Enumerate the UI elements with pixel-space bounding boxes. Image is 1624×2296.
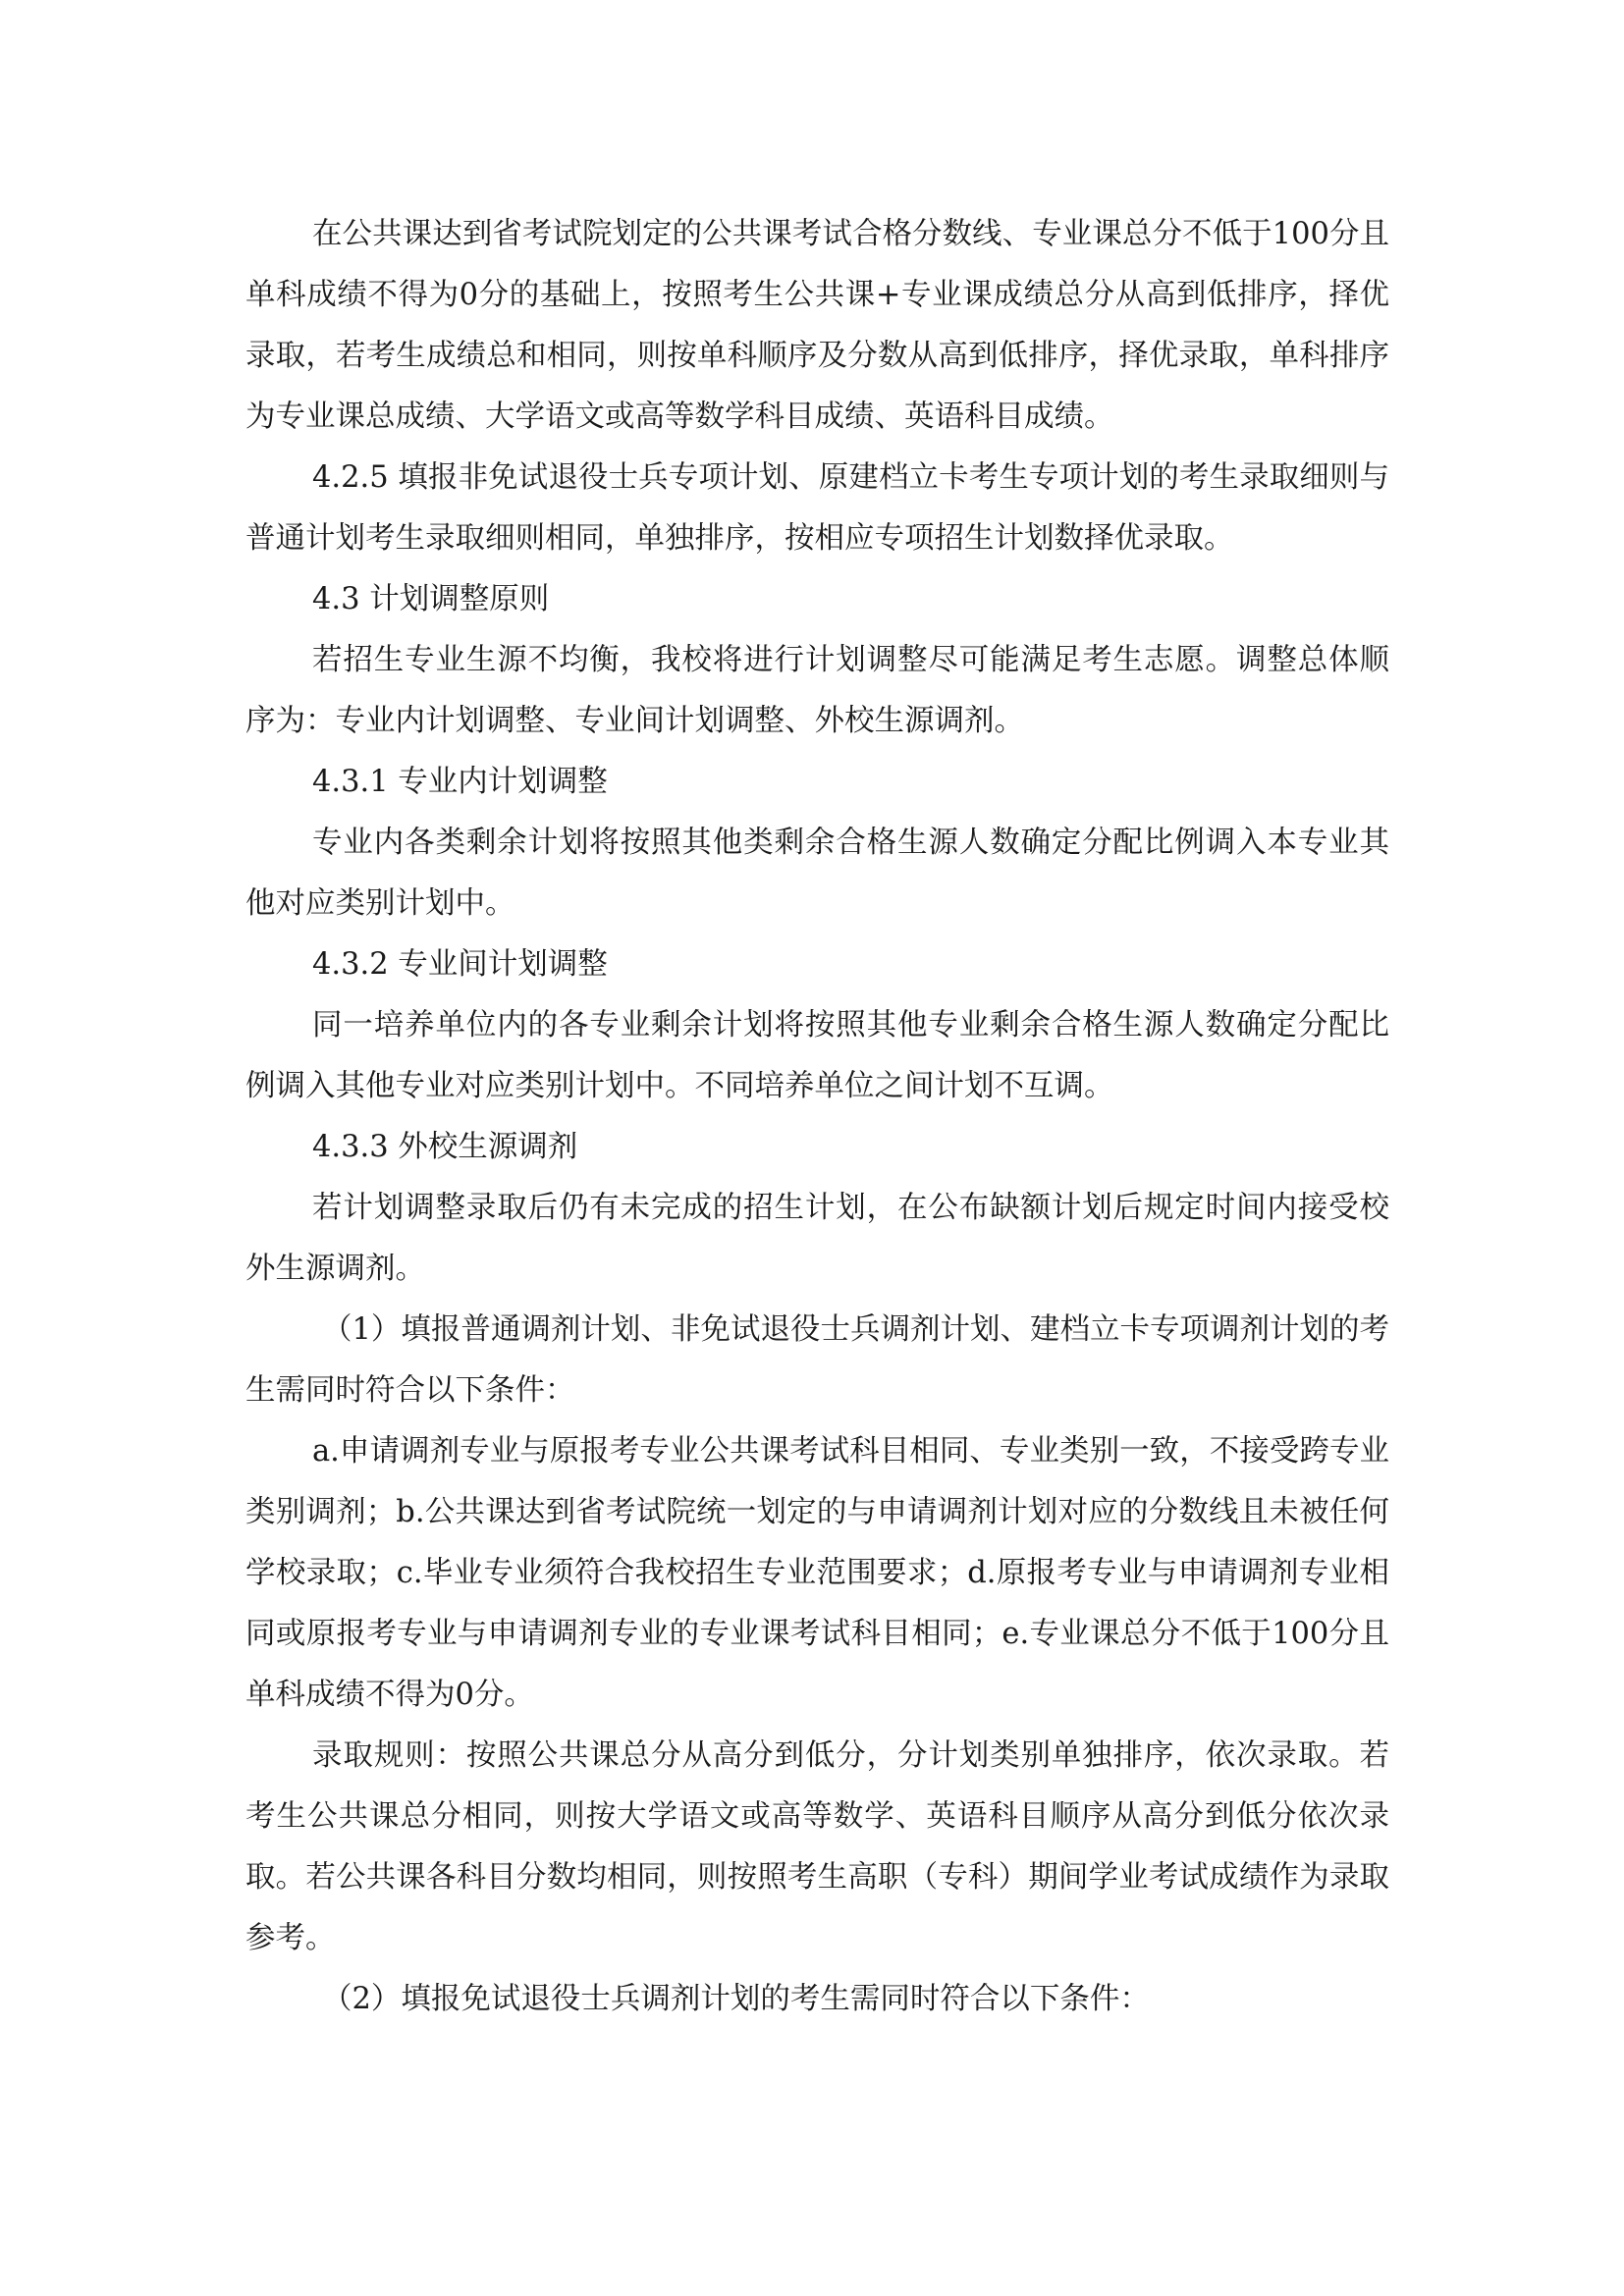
heading-4-3-3: 4.3.3 外校生源调剂 (312, 1130, 578, 1164)
paragraph-admission-rule: 在公共课达到省考试院划定的公共课考试合格分数线、专业课总分不低于100分且单科成绩不得为0分的基础上，按照考生公共课+专业课成绩总分从高到低排序，择优录取，若考生成绩总和相同，则按单科顺序及分数从高到低排序，择优录取，单科排序为专业课总成绩、大学语文或高等数学科目成绩、英语科目成绩。 (245, 217, 1389, 434)
paragraph-plan-adjustment: 若招生专业生源不均衡，我校将进行计划调整尽可能满足考生志愿。调整总体顺序为：专业内计划调整、专业间计划调整、外校生源调剂。 (245, 643, 1389, 738)
heading-4-3-1: 4.3.1 专业内计划调整 (312, 765, 608, 799)
paragraph-4-2-5: 4.2.5 填报非免试退役士兵专项计划、原建档立卡考生专项计划的考生录取细则与普通计划考生录取细则相同，单独排序，按相应专项招生计划数择优录取。 (245, 460, 1389, 556)
paragraph-admission-rules: 录取规则：按照公共课总分从高分到低分，分计划类别单独排序，依次录取。若考生公共课总分相同，则按大学语文或高等数学、英语科目顺序从高分到低分依次录取。若公共课各科目分数均相同，则按照考生高职（专科）期间学业考试成绩作为录取参考。 (245, 1738, 1389, 1955)
paragraph-between-majors: 同一培养单位内的各专业剩余计划将按照其他专业剩余合格生源人数确定分配比例调入其他专业对应类别计划中。不同培养单位之间计划不互调。 (245, 1008, 1389, 1103)
paragraph-condition-1: （1）填报普通调剂计划、非免试退役士兵调剂计划、建档立卡专项调剂计划的考生需同时符合以下条件： (245, 1312, 1389, 1408)
paragraph-condition-2: （2）填报免试退役士兵调剂计划的考生需同时符合以下条件： (322, 1982, 1150, 2016)
paragraph-external-transfer: 若计划调整录取后仍有未完成的招生计划，在公布缺额计划后规定时间内接受校外生源调剂。 (245, 1191, 1389, 1286)
heading-4-3: 4.3 计划调整原则 (312, 582, 550, 616)
document-body (245, 204, 1389, 2030)
heading-4-3-2: 4.3.2 专业间计划调整 (312, 947, 608, 982)
paragraph-within-major: 专业内各类剩余计划将按照其他类剩余合格生源人数确定分配比例调入本专业其他对应类别计划中。 (245, 826, 1389, 921)
paragraph-conditions-list: a.申请调剂专业与原报考专业公共课考试科目相同、专业类别一致，不接受跨专业类别调剂；b.公共课达到省考试院统一划定的与申请调剂计划对应的分数线且未被任何学校录取；c.毕业专业须符合我校招生专业范围要求；d.原报考专业与申请调剂专业相同或原报考专业与申请调剂专业的专业课考试科目相同；e.专业课总分不低于100分且单科成绩不得为0分。 (245, 1434, 1389, 1712)
